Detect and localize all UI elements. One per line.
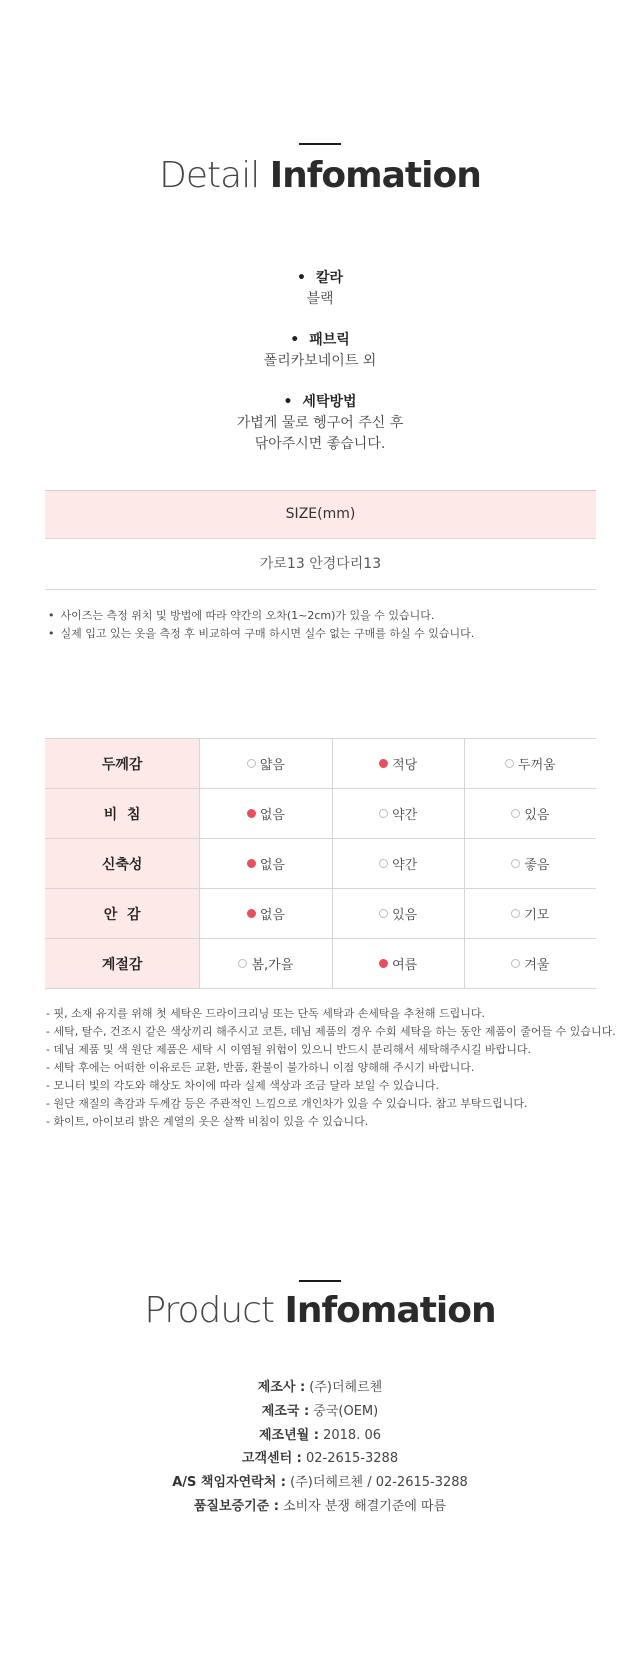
feel-option-label: 약간: [392, 858, 418, 873]
size-table: [45, 490, 596, 590]
detail-title-rule: [299, 143, 341, 145]
product-info-row: [0, 1376, 640, 1400]
feel-row: [45, 839, 596, 889]
unselected-dot-icon: [511, 909, 520, 918]
care-note: - 세탁 후에는 어떠한 이유로든 교환, 반품, 환불이 불가하니 이점 양해해 주시기 바랍니다.: [46, 1059, 626, 1077]
detail-item-fabric: [0, 330, 640, 372]
selected-dot-icon: [247, 809, 256, 818]
unselected-dot-icon: [379, 809, 388, 818]
feel-option-label: 적당: [392, 758, 418, 773]
product-info-value: 소비자 분쟁 해결기준에 따름: [283, 1498, 447, 1514]
selected-dot-icon: [247, 859, 256, 868]
product-title: [0, 1290, 640, 1331]
detail-value: 폴리카보네이트 외: [263, 353, 377, 369]
feel-option-label: 없음: [259, 858, 285, 873]
feel-option: [464, 939, 596, 989]
size-note: • 실제 입고 있는 옷을 측정 후 비교하여 구매 하시면 실수 없는 구매를 하실 수 있습니다.: [48, 625, 608, 643]
feel-option: [464, 739, 596, 789]
feel-option-label: 여름: [392, 958, 418, 973]
detail-item-washing: [0, 392, 640, 455]
unselected-dot-icon: [247, 759, 256, 768]
detail-label: • 세탁방법: [0, 392, 640, 413]
product-info-row: [0, 1400, 640, 1424]
size-notes: [48, 607, 608, 643]
feel-option-label: 없음: [259, 808, 285, 823]
detail-label: • 칼라: [0, 268, 640, 289]
feel-option: [332, 839, 464, 889]
size-value: 가로13 안경다리13: [45, 538, 596, 590]
product-info-key: A/S 책임자연락처 :: [172, 1475, 286, 1491]
product-info-key: 품질보증기준 :: [193, 1498, 279, 1514]
feel-option-label: 겨울: [524, 958, 550, 973]
product-info-key: 제조사 :: [257, 1380, 306, 1395]
feel-row-label: 비 침: [45, 789, 200, 839]
feel-row: [45, 889, 596, 939]
product-title-bold: Infomation: [284, 1290, 496, 1331]
product-info-row: [0, 1471, 640, 1495]
selected-dot-icon: [379, 759, 388, 768]
size-header: SIZE(mm): [45, 490, 596, 538]
feel-row-label: 두께감: [45, 739, 200, 789]
feel-option-label: 약간: [392, 808, 418, 823]
unselected-dot-icon: [511, 809, 520, 818]
detail-list: [0, 268, 640, 475]
feel-row: [45, 939, 596, 989]
feel-option-label: 두꺼움: [518, 758, 556, 773]
feel-option-label: 있음: [392, 908, 418, 923]
feel-option: [200, 839, 332, 889]
feel-option: [464, 839, 596, 889]
product-title-rule: [299, 1280, 341, 1282]
feel-option: [200, 889, 332, 939]
feel-option-label: 없음: [259, 908, 285, 923]
feel-option-label: 봄,가을: [251, 958, 294, 973]
detail-item-color: [0, 268, 640, 310]
unselected-dot-icon: [379, 909, 388, 918]
product-info-value: (주)더헤르첸: [309, 1380, 383, 1395]
feel-option-label: 있음: [524, 808, 550, 823]
product-title-light: Product: [144, 1290, 275, 1331]
feel-option: [332, 739, 464, 789]
product-info-value: 02-2615-3288: [306, 1451, 399, 1467]
product-info-key: 제조국 :: [261, 1403, 310, 1419]
product-info-row: [0, 1495, 640, 1519]
detail-value: 가볍게 물로 헹구어 주신 후 닦아주시면 좋습니다.: [236, 415, 404, 452]
care-note: - 원단 재질의 촉감과 두께감 등은 주관적인 느낌으로 개인차가 있을 수 있습니다. 참고 부탁드립니다.: [46, 1095, 626, 1113]
detail-label: • 패브릭: [0, 330, 640, 351]
feel-row-label: 안 감: [45, 889, 200, 939]
feel-option: [332, 889, 464, 939]
care-note: - 세탁, 탈수, 건조시 같은 색상끼리 해주시고 코튼, 데님 제품의 경우 수회 세탁을 하는 동안 제품이 줄어들 수 있습니다.: [46, 1023, 626, 1041]
care-note: - 데님 제품 및 색 원단 제품은 세탁 시 이염될 위험이 있으니 반드시 분리해서 세탁해주시길 바랍니다.: [46, 1041, 626, 1059]
selected-dot-icon: [379, 959, 388, 968]
feel-option-label: 얇음: [259, 758, 285, 773]
care-note: - 핏, 소재 유지를 위해 첫 세탁은 드라이크리닝 또는 단독 세탁과 손세탁을 추천해 드립니다.: [46, 1005, 626, 1023]
detail-title: [0, 155, 640, 196]
feel-row: [45, 789, 596, 839]
feel-option-label: 기모: [524, 908, 550, 923]
product-info-value: 2018. 06: [323, 1427, 381, 1443]
feel-option: [332, 939, 464, 989]
feel-option: [332, 789, 464, 839]
feel-option: [464, 789, 596, 839]
feel-option: [200, 739, 332, 789]
feel-option: [200, 939, 332, 989]
care-note: - 모니터 빛의 각도와 해상도 차이에 따라 실제 색상과 조금 달라 보일 수 있습니다.: [46, 1077, 626, 1095]
product-info-key: 제조년월 :: [259, 1427, 319, 1443]
selected-dot-icon: [247, 909, 256, 918]
product-info-value: 중국(OEM): [313, 1403, 379, 1419]
detail-title-bold: Infomation: [269, 155, 481, 196]
feel-row-label: 신축성: [45, 839, 200, 889]
unselected-dot-icon: [238, 959, 247, 968]
product-info-list: [0, 1376, 640, 1519]
feel-option: [200, 789, 332, 839]
unselected-dot-icon: [505, 759, 514, 768]
feel-option: [464, 889, 596, 939]
unselected-dot-icon: [379, 859, 388, 868]
feel-option-label: 좋음: [524, 858, 550, 873]
product-info-row: [0, 1424, 640, 1448]
feel-table: [45, 738, 596, 989]
detail-value: 블랙: [306, 291, 334, 307]
size-note: • 사이즈는 측정 위치 및 방법에 따라 약간의 오차(1~2cm)가 있을 수 있습니다.: [48, 607, 608, 625]
care-notes: [46, 1005, 626, 1131]
unselected-dot-icon: [511, 959, 520, 968]
feel-row: [45, 739, 596, 789]
care-note: - 화이트, 아이보리 밝은 계열의 옷은 살짝 비침이 있을 수 있습니다.: [46, 1113, 626, 1131]
feel-row-label: 계절감: [45, 939, 200, 989]
product-info-row: [0, 1447, 640, 1471]
product-info-value: (주)더헤르첸 / 02-2615-3288: [290, 1475, 468, 1491]
unselected-dot-icon: [511, 859, 520, 868]
product-info-key: 고객센터 :: [241, 1451, 302, 1467]
detail-title-light: Detail: [159, 155, 260, 196]
